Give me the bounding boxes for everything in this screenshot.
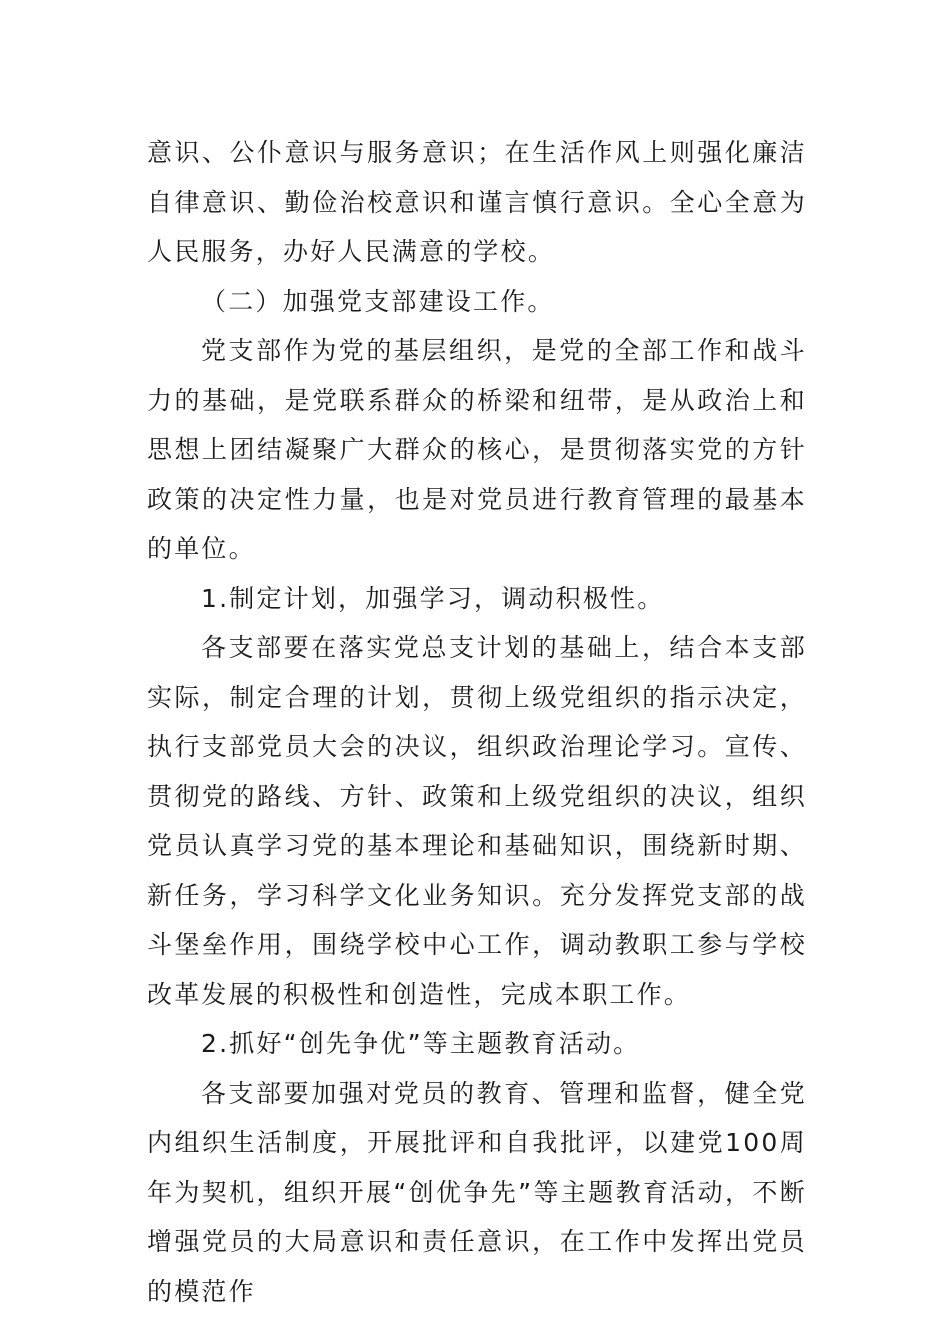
paragraph-plan-study: 各支部要在落实党总支计划的基础上，结合本支部实际，制定合理的计划，贯彻上级党组织的指示决定，执行支部党员大会的决议，组织政治理论学习。宣传、贯彻党的路线、方针、政策和上级党组织的决议，组织党员认真学习党的基本理论和基础知识，围绕新时期、新任务，学习科学文化业务知识。充分发挥党支部的战斗堡垒作用，围绕学校中心工作，调动教职工参与学校改革发展的积极性和创造性，完成本职工作。	[147, 633, 807, 1009]
section-heading-2: （二）加强党支部建设工作。	[201, 286, 555, 316]
paragraph-branch-role: 党支部作为党的基层组织，是党的全部工作和战斗力的基础，是党联系群众的桥梁和纽带，是从政治上和思想上团结凝聚广大群众的核心，是贯彻落实党的方针政策的决定性力量，也是对党员进行教育管理的最基本的单位。	[147, 336, 807, 563]
subheading-2: 2.抓好“创先争优”等主题教育活动。	[201, 1029, 641, 1058]
paragraph-continuation: 意识、公仆意识与服务意识；在生活作风上则强化廉洁自律意识、勤俭治校意识和谨言慎行意识。全心全意为人民服务，办好人民满意的学校。	[147, 138, 807, 266]
document-body	[147, 128, 807, 1316]
subheading-1: 1.制定计划，加强学习，调动积极性。	[201, 583, 665, 613]
paragraph-theme-education: 各支部要加强对党员的教育、管理和监督，健全党内组织生活制度，开展批评和自我批评，以建党100周年为契机，组织开展“创优争先”等主题教育活动，不断增强党员的大局意识和责任意识，在工作中发挥出党员的模范作	[147, 1078, 807, 1306]
